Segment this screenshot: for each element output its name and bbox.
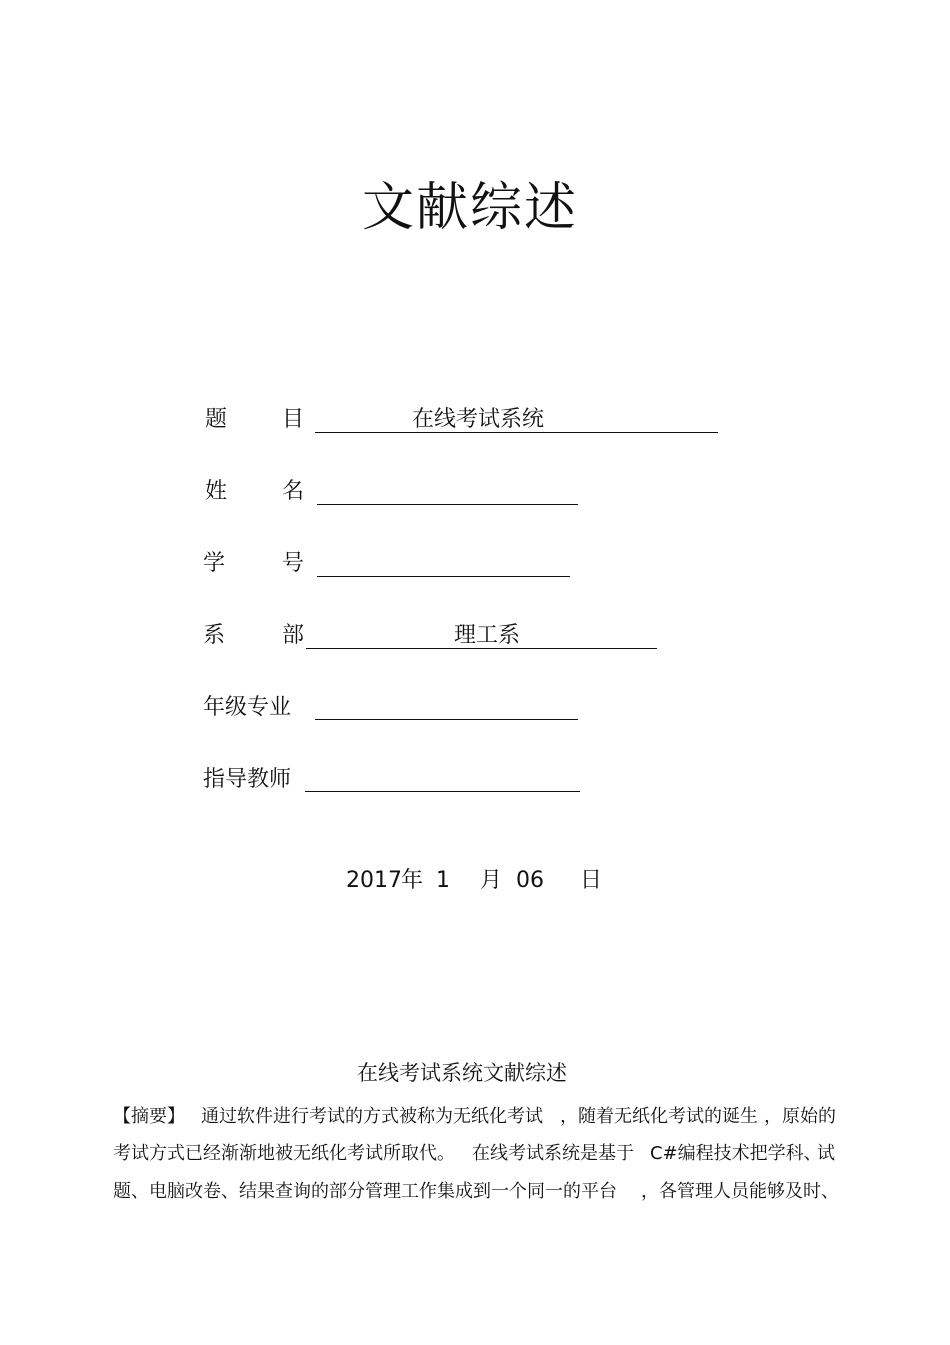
abstract-line-2a: 考试方式已经渐渐地被无纸化考试所取代。 xyxy=(113,1143,455,1164)
topic-label-char-2: 目 xyxy=(282,407,305,432)
abstract-line-1a: 通过软件进行考试的方式被称为无纸化考试 xyxy=(201,1106,543,1127)
abstract-line-2c: C#编程技术把学科、 xyxy=(650,1143,822,1164)
name-label-char-2: 名 xyxy=(282,479,305,504)
date-month-unit: 月 xyxy=(480,868,503,893)
date-day-unit: 日 xyxy=(580,868,603,893)
date-year-unit: 年 xyxy=(401,868,424,893)
abstract-line-3b: ，各管理人员能够及时、 xyxy=(641,1181,839,1202)
date-year: 2017 xyxy=(346,868,402,893)
department-label-char-1: 系 xyxy=(203,623,226,648)
document-title: 文献综述 xyxy=(361,178,578,238)
review-heading: 在线考试系统文献综述 xyxy=(357,1061,567,1085)
advisor-label: 指导教师 xyxy=(203,767,292,792)
advisor-underline xyxy=(305,791,580,792)
abstract-tag: 【摘要】 xyxy=(113,1106,185,1127)
topic-label-char-1: 题 xyxy=(205,407,228,432)
name-underline xyxy=(317,504,578,505)
topic-value: 在线考试系统 xyxy=(411,407,544,432)
date-day: 06 xyxy=(516,868,544,893)
department-value: 理工系 xyxy=(453,623,520,648)
student-id-underline xyxy=(317,576,570,577)
grade-major-label: 年级专业 xyxy=(203,695,292,720)
abstract-line-3a: 题、电脑改卷、结果查询的部分管理工作集成到一个同一的平台 xyxy=(113,1181,617,1202)
department-label-char-2: 部 xyxy=(282,623,305,648)
abstract-line-1b: ，随着无纸化考试的诞生 xyxy=(560,1106,758,1127)
abstract-line-2b: 在线考试系统是基于 xyxy=(472,1143,634,1164)
date-month: 1 xyxy=(436,868,450,893)
student-id-label-char-1: 学 xyxy=(203,551,226,576)
name-label-char-1: 姓 xyxy=(205,479,228,504)
grade-major-underline xyxy=(315,719,578,720)
student-id-label-char-2: 号 xyxy=(282,551,305,576)
abstract-line-1c: ，原始的 xyxy=(764,1106,836,1127)
abstract-line-2d: 试 xyxy=(817,1143,835,1164)
